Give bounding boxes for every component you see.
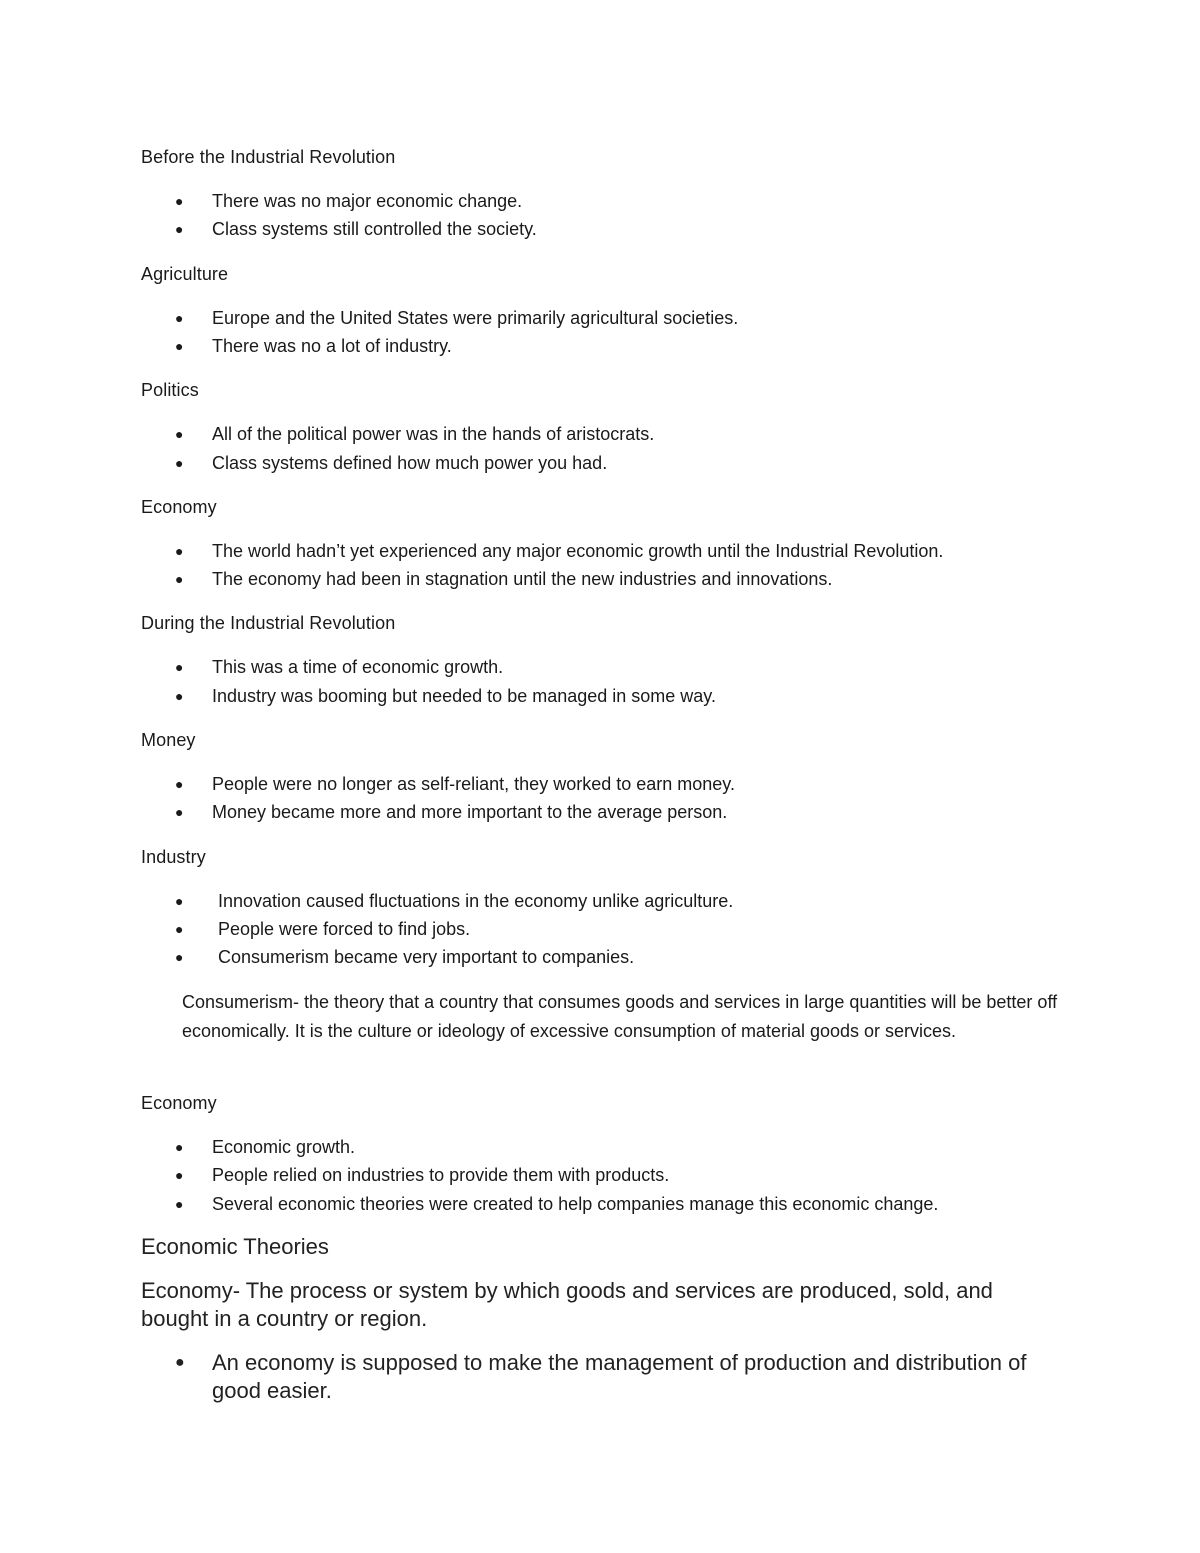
- theories-heading: Economic Theories: [141, 1234, 329, 1259]
- bullet-icon: ●: [175, 1139, 184, 1155]
- bullet-icon: ●: [175, 1167, 184, 1183]
- list-item-text: Economic growth.: [212, 1137, 356, 1157]
- list-item-text: Money became more and more important to the average person.: [212, 802, 728, 822]
- section-heading: During the Industrial Revolution: [141, 613, 396, 633]
- list-item-text: This was a time of economic growth.: [212, 657, 504, 677]
- list-item-text: There was no a lot of industry.: [212, 336, 452, 356]
- list-item-text: Industry was booming but needed to be managed in some way.: [212, 686, 716, 706]
- section-heading: Industry: [141, 847, 206, 867]
- bullet-icon: ●: [175, 949, 184, 965]
- list-item-text: An economy is supposed to make the management of production and distribution of good easier.: [212, 1350, 1027, 1403]
- section-heading: Politics: [141, 380, 199, 400]
- bullet-icon: ●: [175, 893, 184, 909]
- bullet-icon: ●: [175, 688, 184, 704]
- list-item-text: People were no longer as self-reliant, they worked to earn money.: [212, 774, 735, 794]
- list-item-text: All of the political power was in the hands of aristocrats.: [212, 424, 655, 444]
- list-item-text: Class systems still controlled the society.: [212, 219, 537, 239]
- list-item-text: Innovation caused fluctuations in the economy unlike agriculture.: [218, 891, 734, 911]
- bullet-icon: ●: [175, 338, 184, 354]
- bullet-icon: ●: [175, 543, 184, 559]
- bullet-icon: ●: [175, 221, 184, 237]
- list-item-text: There was no major economic change.: [212, 191, 523, 211]
- bullet-icon: ●: [175, 426, 184, 442]
- list-item-text: People were forced to find jobs.: [218, 919, 471, 939]
- section-heading: Economy: [141, 497, 217, 517]
- bullet-icon: ●: [175, 310, 184, 326]
- section-heading: Economy: [141, 1093, 217, 1113]
- list-item-text: People relied on industries to provide them with products.: [212, 1165, 670, 1185]
- list-item-text: Consumerism became very important to companies.: [218, 947, 635, 967]
- bullet-icon: ●: [175, 921, 184, 937]
- list-item-text: The economy had been in stagnation until the new industries and innovations.: [212, 569, 833, 589]
- section-heading: Money: [141, 730, 196, 750]
- list-item-text: Several economic theories were created to help companies manage this economic change.: [212, 1194, 939, 1214]
- bullet-icon: ●: [175, 659, 184, 675]
- economy-definition: Economy- The process or system by which goods and services are produced, sold, and bought in a country or region.: [141, 1278, 993, 1331]
- consumerism-definition: Consumerism- the theory that a country that consumes goods and services in large quantities will be better off economically. It is the culture or ideology of excessive consumption of material goods or services.: [182, 992, 1058, 1041]
- bullet-icon: ●: [175, 804, 184, 820]
- bullet-icon: ●: [175, 1196, 184, 1212]
- list-item-text: The world hadn’t yet experienced any major economic growth until the Industrial Revolution.: [212, 541, 944, 561]
- bullet-icon: ●: [175, 571, 184, 587]
- bullet-icon: ●: [175, 776, 184, 792]
- section-heading: Before the Industrial Revolution: [141, 147, 396, 167]
- list-item-text: Europe and the United States were primarily agricultural societies.: [212, 308, 739, 328]
- section-heading: Agriculture: [141, 264, 229, 284]
- bullet-icon: ●: [175, 193, 184, 209]
- bullet-icon: ●: [175, 455, 184, 471]
- bullet-icon: ●: [175, 1354, 185, 1371]
- list-item-text: Class systems defined how much power you had.: [212, 453, 608, 473]
